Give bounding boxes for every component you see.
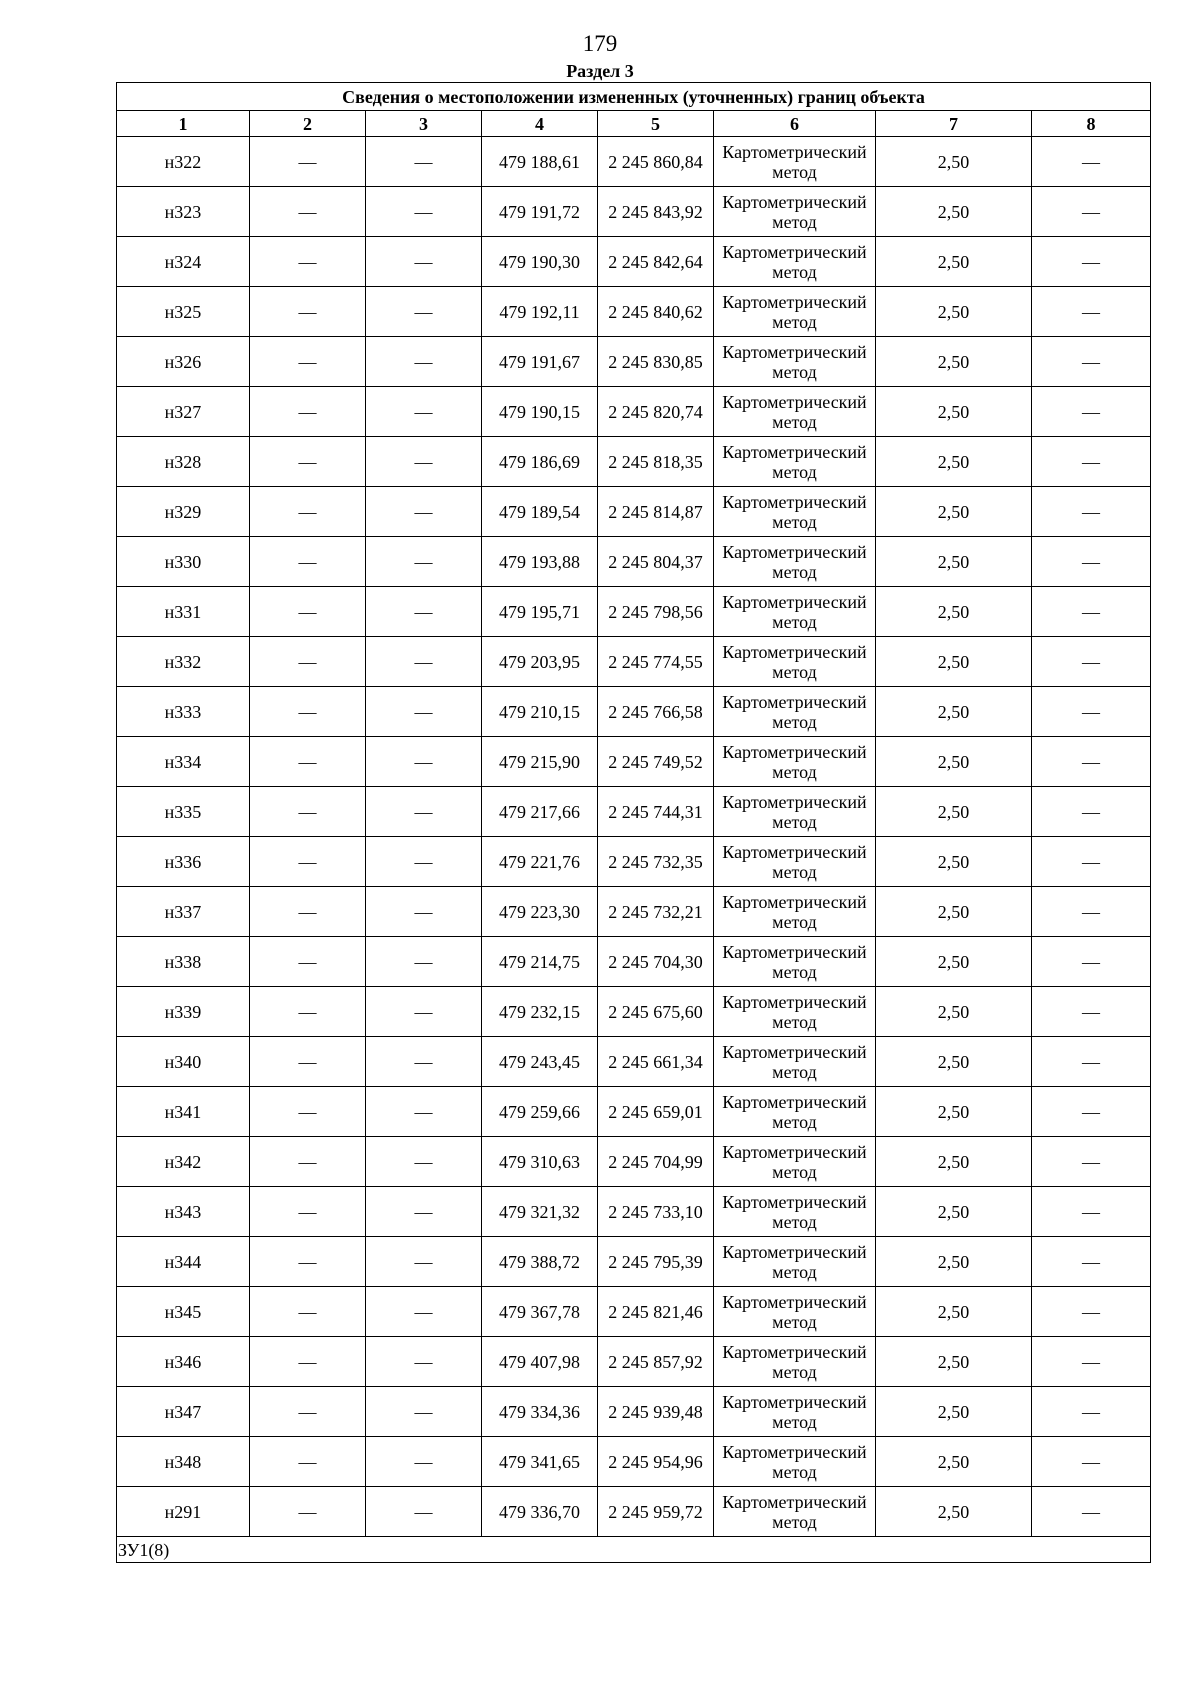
boundary-coordinates-table [116,82,1151,1563]
cell-col-8: — [1032,1137,1151,1187]
table-row [117,1237,1151,1287]
cell-col-7: 2,50 [876,237,1032,287]
cell-col-5: 2 245 675,60 [598,987,714,1037]
cell-col-5: 2 245 744,31 [598,787,714,837]
cell-col-2: — [250,887,366,937]
cell-col-5: 2 245 766,58 [598,687,714,737]
cell-col-8: — [1032,1337,1151,1387]
cell-col-2: — [250,387,366,437]
cell-col-3: — [366,887,482,937]
cell-col-6: Картометрический метод [714,387,876,437]
cell-col-1: н335 [117,787,250,837]
cell-col-2: — [250,737,366,787]
cell-col-7: 2,50 [876,687,1032,737]
cell-col-4: 479 193,88 [482,537,598,587]
cell-col-8: — [1032,1237,1151,1287]
cell-col-3: — [366,437,482,487]
cell-col-4: 479 334,36 [482,1387,598,1437]
cell-col-6: Картометрический метод [714,487,876,537]
cell-col-3: — [366,637,482,687]
cell-col-5: 2 245 774,55 [598,637,714,687]
cell-col-1: н322 [117,137,250,187]
cell-col-2: — [250,187,366,237]
cell-col-2: — [250,1237,366,1287]
cell-col-5: 2 245 820,74 [598,387,714,437]
cell-col-2: — [250,437,366,487]
cell-col-5: 2 245 661,34 [598,1037,714,1087]
cell-col-4: 479 215,90 [482,737,598,787]
cell-col-8: — [1032,387,1151,437]
cell-col-4: 479 186,69 [482,437,598,487]
cell-col-3: — [366,1287,482,1337]
cell-col-2: — [250,1437,366,1487]
cell-col-8: — [1032,237,1151,287]
cell-col-8: — [1032,1187,1151,1237]
cell-col-2: — [250,287,366,337]
table-row [117,1037,1151,1087]
cell-col-6: Картометрический метод [714,1337,876,1387]
cell-col-4: 479 388,72 [482,1237,598,1287]
cell-col-8: — [1032,187,1151,237]
cell-col-2: — [250,987,366,1037]
cell-col-6: Картометрический метод [714,1437,876,1487]
cell-col-1: н347 [117,1387,250,1437]
cell-col-3: — [366,1087,482,1137]
cell-col-5: 2 245 842,64 [598,237,714,287]
cell-col-3: — [366,1487,482,1537]
table-row [117,1437,1151,1487]
cell-col-6: Картометрический метод [714,337,876,387]
cell-col-7: 2,50 [876,887,1032,937]
cell-col-3: — [366,337,482,387]
cell-col-5: 2 245 821,46 [598,1287,714,1337]
cell-col-4: 479 203,95 [482,637,598,687]
table-row [117,237,1151,287]
cell-col-6: Картометрический метод [714,637,876,687]
cell-col-2: — [250,1037,366,1087]
cell-col-3: — [366,787,482,837]
table-row [117,787,1151,837]
table-row [117,487,1151,537]
cell-col-6: Картометрический метод [714,1137,876,1187]
cell-col-4: 479 188,61 [482,137,598,187]
cell-col-5: 2 245 954,96 [598,1437,714,1487]
table-row [117,137,1151,187]
cell-col-5: 2 245 818,35 [598,437,714,487]
cell-col-8: — [1032,437,1151,487]
cell-col-1: н339 [117,987,250,1037]
cell-col-2: — [250,1087,366,1137]
cell-col-5: 2 245 704,99 [598,1137,714,1187]
cell-col-7: 2,50 [876,787,1032,837]
cell-col-2: — [250,1487,366,1537]
cell-col-4: 479 232,15 [482,987,598,1037]
cell-col-5: 2 245 939,48 [598,1387,714,1437]
cell-col-8: — [1032,837,1151,887]
cell-col-8: — [1032,537,1151,587]
cell-col-8: — [1032,137,1151,187]
cell-col-1: н324 [117,237,250,287]
cell-col-3: — [366,737,482,787]
cell-col-3: — [366,137,482,187]
cell-col-4: 479 243,45 [482,1037,598,1087]
cell-col-7: 2,50 [876,587,1032,637]
cell-col-8: — [1032,787,1151,837]
cell-col-3: — [366,987,482,1037]
cell-col-7: 2,50 [876,1137,1032,1187]
cell-col-4: 479 190,30 [482,237,598,287]
cell-col-7: 2,50 [876,1337,1032,1387]
cell-col-2: — [250,937,366,987]
cell-col-2: — [250,1287,366,1337]
cell-col-5: 2 245 798,56 [598,587,714,637]
cell-col-1: н346 [117,1337,250,1387]
cell-col-6: Картометрический метод [714,237,876,287]
cell-col-1: н340 [117,1037,250,1087]
table-row [117,287,1151,337]
table-footer: ЗУ1(8) [117,1537,1151,1563]
table-row [117,537,1151,587]
column-header-8: 8 [1032,111,1151,137]
cell-col-5: 2 245 749,52 [598,737,714,787]
cell-col-3: — [366,387,482,437]
cell-col-1: н345 [117,1287,250,1337]
cell-col-5: 2 245 804,37 [598,537,714,587]
cell-col-7: 2,50 [876,1237,1032,1287]
table-row [117,737,1151,787]
table-row [117,637,1151,687]
cell-col-2: — [250,337,366,387]
cell-col-3: — [366,1387,482,1437]
cell-col-6: Картометрический метод [714,137,876,187]
cell-col-4: 479 223,30 [482,887,598,937]
cell-col-4: 479 221,76 [482,837,598,887]
cell-col-8: — [1032,937,1151,987]
cell-col-1: н334 [117,737,250,787]
cell-col-1: н338 [117,937,250,987]
cell-col-7: 2,50 [876,287,1032,337]
cell-col-8: — [1032,1087,1151,1137]
cell-col-7: 2,50 [876,437,1032,487]
cell-col-5: 2 245 814,87 [598,487,714,537]
cell-col-4: 479 341,65 [482,1437,598,1487]
cell-col-3: — [366,237,482,287]
cell-col-4: 479 367,78 [482,1287,598,1337]
column-header-2: 2 [250,111,366,137]
cell-col-8: — [1032,287,1151,337]
cell-col-2: — [250,1337,366,1387]
cell-col-8: — [1032,337,1151,387]
table-row [117,987,1151,1037]
cell-col-3: — [366,1187,482,1237]
table-row [117,1137,1151,1187]
cell-col-5: 2 245 732,21 [598,887,714,937]
column-header-5: 5 [598,111,714,137]
cell-col-8: — [1032,587,1151,637]
cell-col-2: — [250,537,366,587]
cell-col-8: — [1032,1037,1151,1087]
cell-col-2: — [250,587,366,637]
cell-col-7: 2,50 [876,1287,1032,1337]
cell-col-2: — [250,1387,366,1437]
cell-col-6: Картометрический метод [714,437,876,487]
cell-col-7: 2,50 [876,187,1032,237]
cell-col-5: 2 245 732,35 [598,837,714,887]
cell-col-8: — [1032,1387,1151,1437]
cell-col-4: 479 192,11 [482,287,598,337]
cell-col-2: — [250,137,366,187]
cell-col-5: 2 245 959,72 [598,1487,714,1537]
cell-col-6: Картометрический метод [714,937,876,987]
cell-col-1: н332 [117,637,250,687]
cell-col-6: Картометрический метод [714,787,876,837]
cell-col-3: — [366,1137,482,1187]
table-row [117,1387,1151,1437]
cell-col-7: 2,50 [876,837,1032,887]
cell-col-4: 479 407,98 [482,1337,598,1387]
cell-col-7: 2,50 [876,637,1032,687]
cell-col-1: н342 [117,1137,250,1187]
cell-col-4: 479 191,67 [482,337,598,387]
cell-col-8: — [1032,487,1151,537]
cell-col-4: 479 191,72 [482,187,598,237]
table-row [117,937,1151,987]
cell-col-3: — [366,1037,482,1087]
cell-col-4: 479 190,15 [482,387,598,437]
cell-col-1: н337 [117,887,250,937]
cell-col-3: — [366,187,482,237]
table-row [117,887,1151,937]
cell-col-3: — [366,1437,482,1487]
cell-col-6: Картометрический метод [714,537,876,587]
cell-col-1: н331 [117,587,250,637]
cell-col-1: н341 [117,1087,250,1137]
column-header-3: 3 [366,111,482,137]
cell-col-6: Картометрический метод [714,737,876,787]
cell-col-1: н325 [117,287,250,337]
cell-col-5: 2 245 857,92 [598,1337,714,1387]
cell-col-7: 2,50 [876,1437,1032,1487]
table-row [117,1187,1151,1237]
cell-col-4: 479 189,54 [482,487,598,537]
cell-col-8: — [1032,737,1151,787]
cell-col-7: 2,50 [876,1087,1032,1137]
table-row [117,1337,1151,1387]
table-caption: Сведения о местоположении измененных (уточненных) границ объекта [117,83,1151,111]
cell-col-6: Картометрический метод [714,587,876,637]
cell-col-6: Картометрический метод [714,1087,876,1137]
cell-col-6: Картометрический метод [714,187,876,237]
cell-col-6: Картометрический метод [714,687,876,737]
cell-col-6: Картометрический метод [714,1187,876,1237]
cell-col-6: Картометрический метод [714,1487,876,1537]
table-row [117,687,1151,737]
cell-col-6: Картометрический метод [714,1037,876,1087]
cell-col-1: н326 [117,337,250,387]
cell-col-2: — [250,1187,366,1237]
cell-col-7: 2,50 [876,1387,1032,1437]
cell-col-6: Картометрический метод [714,837,876,887]
cell-col-2: — [250,687,366,737]
cell-col-7: 2,50 [876,1037,1032,1087]
cell-col-7: 2,50 [876,537,1032,587]
cell-col-6: Картометрический метод [714,1287,876,1337]
cell-col-1: н348 [117,1437,250,1487]
cell-col-1: н327 [117,387,250,437]
cell-col-2: — [250,1137,366,1187]
cell-col-7: 2,50 [876,387,1032,437]
page-number: 179 [582,31,618,56]
cell-col-3: — [366,1237,482,1287]
table-row [117,1487,1151,1537]
cell-col-2: — [250,487,366,537]
cell-col-5: 2 245 830,85 [598,337,714,387]
cell-col-2: — [250,237,366,287]
cell-col-8: — [1032,1437,1151,1487]
cell-col-4: 479 217,66 [482,787,598,837]
cell-col-7: 2,50 [876,337,1032,387]
cell-col-4: 479 310,63 [482,1137,598,1187]
table-row [117,387,1151,437]
cell-col-4: 479 259,66 [482,1087,598,1137]
section-title: Раздел 3 [566,61,634,81]
cell-col-1: н343 [117,1187,250,1237]
cell-col-1: н328 [117,437,250,487]
cell-col-1: н333 [117,687,250,737]
table-row [117,837,1151,887]
cell-col-6: Картометрический метод [714,887,876,937]
cell-col-2: — [250,837,366,887]
cell-col-3: — [366,537,482,587]
column-header-6: 6 [714,111,876,137]
cell-col-7: 2,50 [876,137,1032,187]
table-row [117,337,1151,387]
cell-col-3: — [366,287,482,337]
cell-col-4: 479 195,71 [482,587,598,637]
table-row [117,1087,1151,1137]
cell-col-5: 2 245 840,62 [598,287,714,337]
cell-col-1: н330 [117,537,250,587]
cell-col-1: н291 [117,1487,250,1537]
cell-col-8: — [1032,687,1151,737]
cell-col-2: — [250,787,366,837]
cell-col-7: 2,50 [876,737,1032,787]
cell-col-5: 2 245 704,30 [598,937,714,987]
cell-col-2: — [250,637,366,687]
cell-col-4: 479 321,32 [482,1187,598,1237]
cell-col-3: — [366,837,482,887]
cell-col-5: 2 245 659,01 [598,1087,714,1137]
cell-col-4: 479 336,70 [482,1487,598,1537]
cell-col-8: — [1032,637,1151,687]
table-row [117,1287,1151,1337]
column-header-7: 7 [876,111,1032,137]
cell-col-4: 479 210,15 [482,687,598,737]
column-header-4: 4 [482,111,598,137]
cell-col-1: н329 [117,487,250,537]
cell-col-6: Картометрический метод [714,287,876,337]
cell-col-7: 2,50 [876,987,1032,1037]
cell-col-8: — [1032,1287,1151,1337]
table-row [117,187,1151,237]
cell-col-1: н336 [117,837,250,887]
cell-col-3: — [366,487,482,537]
cell-col-5: 2 245 795,39 [598,1237,714,1287]
cell-col-7: 2,50 [876,1487,1032,1537]
cell-col-3: — [366,687,482,737]
cell-col-4: 479 214,75 [482,937,598,987]
cell-col-7: 2,50 [876,1187,1032,1237]
cell-col-3: — [366,1337,482,1387]
cell-col-3: — [366,587,482,637]
cell-col-3: — [366,937,482,987]
column-header-1: 1 [117,111,250,137]
cell-col-8: — [1032,887,1151,937]
table-row [117,587,1151,637]
cell-col-7: 2,50 [876,937,1032,987]
cell-col-6: Картометрический метод [714,1387,876,1437]
cell-col-6: Картометрический метод [714,1237,876,1287]
cell-col-5: 2 245 860,84 [598,137,714,187]
table-row [117,437,1151,487]
cell-col-1: н344 [117,1237,250,1287]
cell-col-5: 2 245 733,10 [598,1187,714,1237]
cell-col-8: — [1032,987,1151,1037]
cell-col-8: — [1032,1487,1151,1537]
cell-col-7: 2,50 [876,487,1032,537]
cell-col-5: 2 245 843,92 [598,187,714,237]
cell-col-1: н323 [117,187,250,237]
cell-col-6: Картометрический метод [714,987,876,1037]
